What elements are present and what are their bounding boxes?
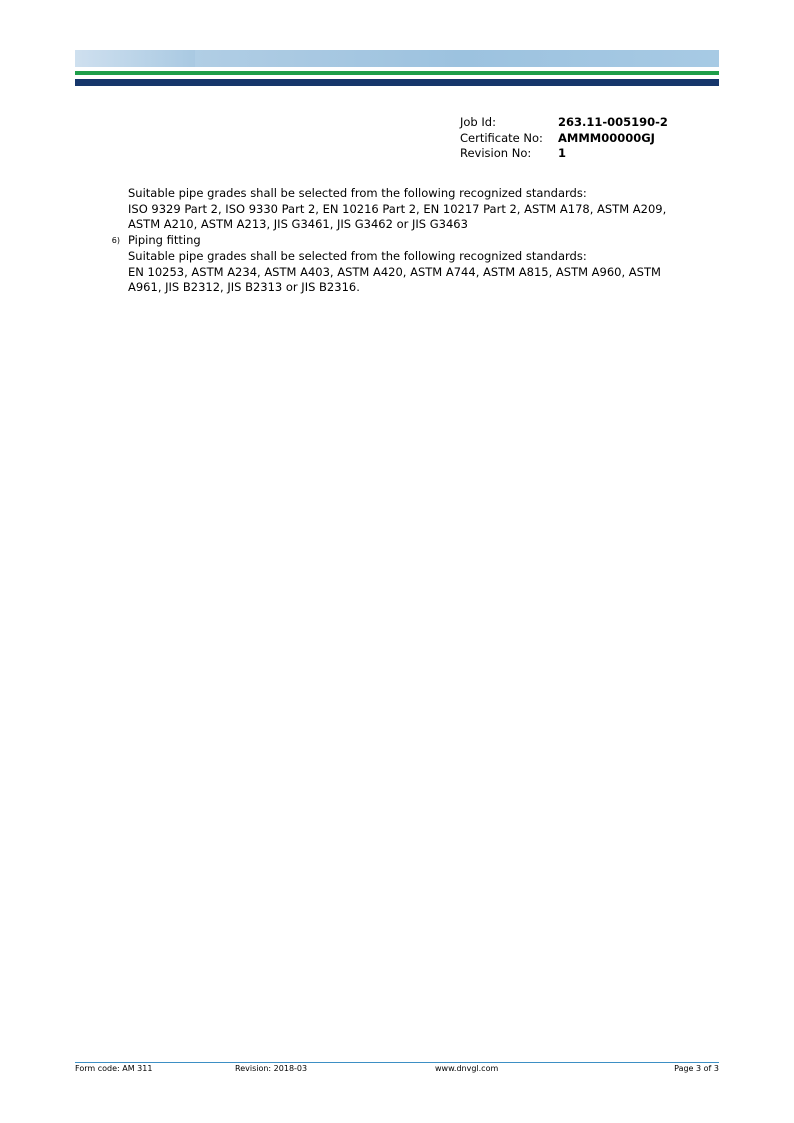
paragraph-line: A961, JIS B2312, JIS B2313 or JIS B2316. xyxy=(128,280,360,295)
job-id-label: Job Id: xyxy=(460,115,496,129)
paragraph-heading-piping-fitting: Piping fitting xyxy=(128,233,201,248)
footer-divider xyxy=(75,1062,719,1063)
certificate-no-label: Certificate No: xyxy=(460,130,543,145)
meta-row-job-id xyxy=(460,115,668,131)
paragraph-pipe-grades xyxy=(98,186,718,233)
revision-no-label: Revision No: xyxy=(460,146,532,160)
footer-form-code: Form code: AM 311 xyxy=(75,1064,153,1073)
paragraph-line: ASTM A210, ASTM A213, JIS G3461, JIS G3462 or JIS G3463 xyxy=(128,217,468,232)
document-meta xyxy=(460,115,668,162)
footnote-marker-6: 6) xyxy=(111,236,120,246)
banner-navy-bar xyxy=(75,79,719,86)
paragraph-line: ISO 9329 Part 2, ISO 9330 Part 2, EN 10216 Part 2, EN 10217 Part 2, ASTM A178, ASTM A209, xyxy=(128,201,667,216)
job-id-value: 263.11-005190-2 xyxy=(558,115,668,129)
footer-revision: Revision: 2018-03 xyxy=(235,1064,308,1073)
paragraph-piping-fitting xyxy=(98,233,718,296)
footer-page-number: Page 3 of 3 xyxy=(674,1064,719,1073)
footer-url: www.dnvgl.com xyxy=(435,1064,499,1073)
header-banner xyxy=(75,50,719,90)
banner-gradient-fade xyxy=(75,50,195,67)
page-footer xyxy=(75,1064,719,1073)
paragraph-line: Suitable pipe grades shall be selected from the following recognized standards: xyxy=(128,186,587,200)
revision-no-value: 1 xyxy=(558,146,567,160)
meta-row-certificate-no xyxy=(460,131,668,147)
paragraph-line: EN 10253, ASTM A234, ASTM A403, ASTM A420, ASTM A744, ASTM A815, ASTM A960, ASTM xyxy=(128,264,661,279)
document-body xyxy=(98,186,718,296)
meta-row-revision-no xyxy=(460,146,668,162)
paragraph-line: Suitable pipe grades shall be selected from the following recognized standards: xyxy=(128,248,587,263)
banner-light-blue-bar xyxy=(75,50,719,67)
certificate-no-value: AMMM00000GJ xyxy=(558,130,655,145)
